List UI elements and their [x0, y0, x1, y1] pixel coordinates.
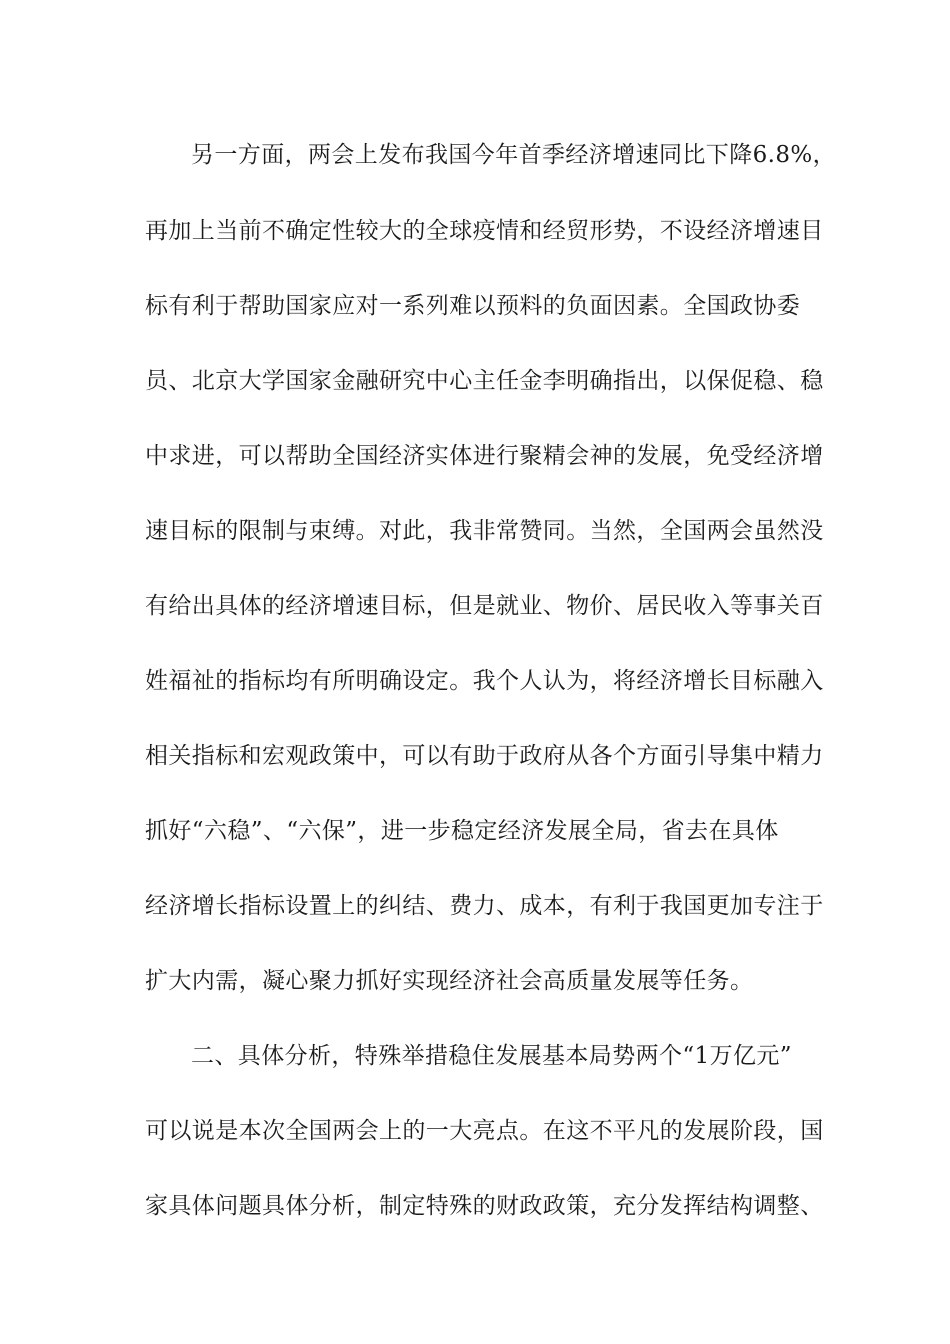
paragraph-line: 员、北京大学国家金融研究中心主任金李明确指出，以保促稳、稳 — [145, 368, 824, 394]
paragraph-line: 相关指标和宏观政策中，可以有助于政府从各个方面引导集中精力 — [145, 743, 824, 769]
paragraph-line: 速目标的限制与束缚。对此，我非常赞同。当然，全国两会虽然没 — [145, 518, 824, 544]
paragraph-line: 姓福祉的指标均有所明确设定。我个人认为，将经济增长目标融入 — [145, 668, 824, 694]
paragraph-line: 可以说是本次全国两会上的一大亮点。在这不平凡的发展阶段，国 — [145, 1118, 824, 1144]
paragraph-line: 标有利于帮助国家应对一系列难以预料的负面因素。全国政协委 — [145, 293, 801, 319]
paragraph-line: 有给出具体的经济增速目标，但是就业、物价、居民收入等事关百 — [145, 593, 824, 619]
paragraph-line: 扩大内需，凝心聚力抓好实现经济社会高质量发展等任务。 — [145, 968, 754, 994]
paragraph-line: 中求进，可以帮助全国经济实体进行聚精会神的发展，免受经济增 — [145, 443, 824, 469]
paragraph-line: 再加上当前不确定性较大的全球疫情和经贸形势，不设经济增速目 — [145, 218, 824, 244]
paragraph-line: 抓好“六稳”、“六保”，进一步稳定经济发展全局，省去在具体 — [145, 818, 779, 844]
paragraph-line: 家具体问题具体分析，制定特殊的财政政策，充分发挥结构调整、 — [145, 1193, 824, 1219]
section-heading-line: 二、具体分析，特殊举措稳住发展基本局势两个“1万亿元” — [191, 1043, 792, 1069]
paragraph-line: 另一方面，两会上发布我国今年首季经济增速同比下降6.8%， — [191, 142, 837, 168]
paragraph-line: 经济增长指标设置上的纠结、费力、成本，有利于我国更加专注于 — [145, 893, 824, 919]
